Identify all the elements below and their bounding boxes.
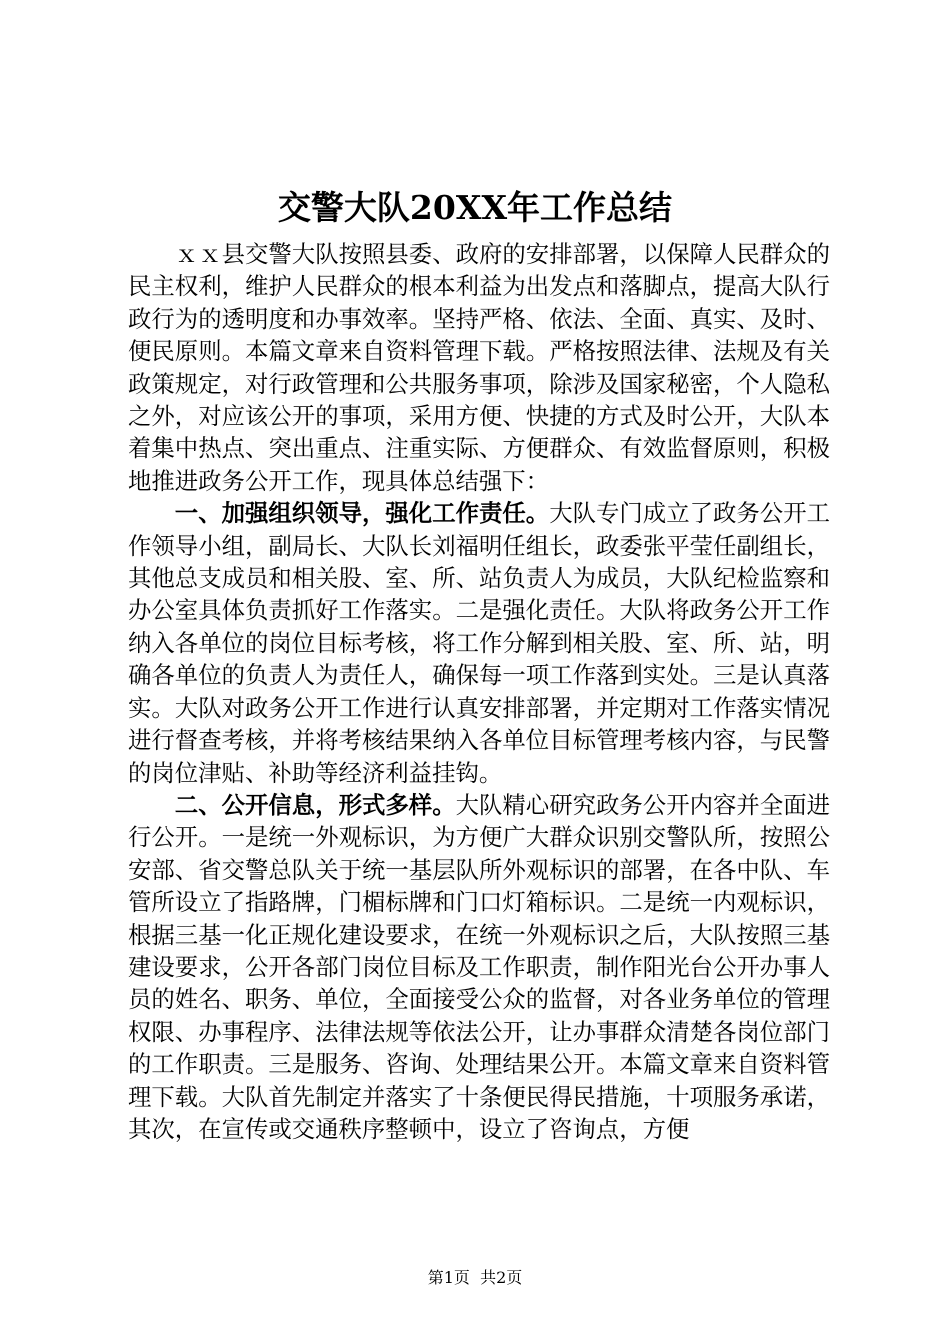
paragraph-section-2 (128, 789, 830, 1145)
paragraph-text: 大队专门成立了政务公开工作领导小组，副局长、大队长刘福明任组长，政委张平莹任副组长，其他总支成员和相关股、室、所、站负责人为成员，大队纪检监察和办公室具体负责抓好工作落实。二是强化责任。大队将政务公开工作纳入各单位的岗位目标考核，将工作分解到相关股、室、所、站，明确各单位的负责人为责任人，确保每一项工作落到实处。三是认真落实。大队对政务公开工作进行认真安排部署，并定期对工作落实情况进行督查考核，并将考核结果纳入各单位目标管理考核内容，与民警的岗位津贴、补助等经济利益挂钩。 (128, 499, 830, 787)
document-body (128, 238, 830, 1145)
document-title: 交警大队20XX年工作总结 (277, 188, 673, 227)
page-footer (0, 1268, 950, 1288)
paragraph-intro (128, 238, 830, 497)
page-number: 第1页 (427, 1268, 470, 1287)
section-heading: 二、公开信息，形式多样。 (174, 790, 456, 819)
page-total: 共2页 (480, 1268, 523, 1287)
paragraph-text: 大队精心研究政务公开内容并全面进行公开。一是统一外观标识，为方便广大群众识别交警队所，按照公安部、省交警总队关于统一基层队所外观标识的部署，在各中队、车管所设立了指路牌，门楣标牌和门口灯箱标识。二是统一内观标识，根据三基一化正规化建设要求，在统一外观标识之后，大队按照三基建设要求，公开各部门岗位目标及工作职责，制作阳光台公开办事人员的姓名、职务、单位，全面接受公众的监督，对各业务单位的管理权限、办事程序、法律法规等依法公开，让办事群众清楚各岗位部门的工作职责。三是服务、咨询、处理结果公开。本篇文章来自资料管理下载。大队首先制定并落实了十条便民得民措施，十项服务承诺，其次，在宣传或交通秩序整顿中，设立了咨询点，方便 (128, 790, 831, 1143)
paragraph-section-1 (128, 497, 830, 789)
section-heading: 一、加强组织领导，强化工作责任。 (174, 499, 550, 528)
paragraph-text: ｘｘ县交警大队按照县委、政府的安排部署，以保障人民群众的民主权利，维护人民群众的根本利益为出发点和落脚点，提高大队行政行为的透明度和办事效率。坚持严格、依法、全面、真实、及时、便民原则。本篇文章来自资料管理下载。严格按照法律、法规及有关政策规定，对行政管理和公共服务事项，除涉及国家秘密，个人隐私之外，对应该公开的事项，采用方便、快捷的方式及时公开，大队本着集中热点、突出重点、注重实际、方便群众、有效监督原则，积极地推进政务公开工作，现具体总结强下： (128, 240, 830, 495)
